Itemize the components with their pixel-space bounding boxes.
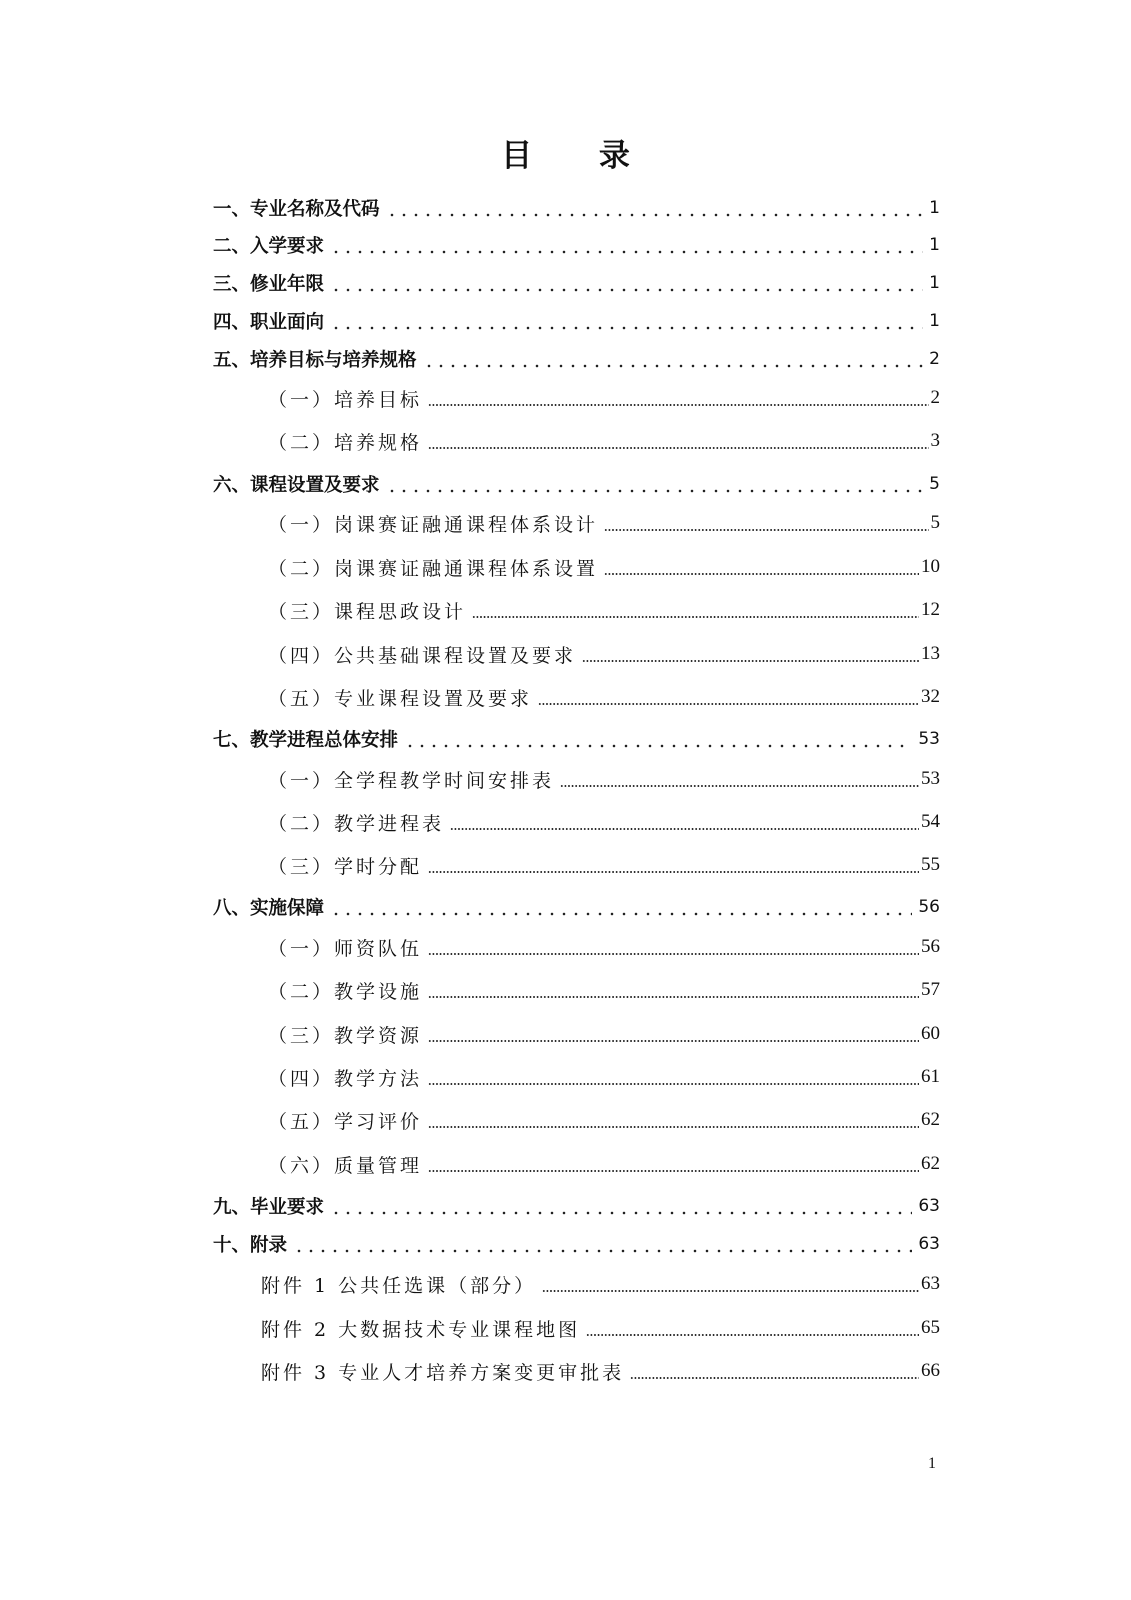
toc-entry[interactable]	[261, 1354, 940, 1388]
toc-entry[interactable]	[268, 593, 940, 627]
page-title: 目 录	[501, 138, 658, 174]
toc-entry[interactable]	[268, 424, 940, 458]
toc-entry-page: 62	[921, 1153, 940, 1174]
toc-entry-label: （四）公共基础课程设置及要求	[268, 644, 577, 667]
toc-entry-page: 56	[918, 897, 940, 917]
toc-entry[interactable]	[268, 1060, 940, 1094]
toc-dot-leader	[428, 1039, 919, 1043]
toc-entry-label: （五）专业课程设置及要求	[268, 687, 533, 710]
toc-entry-label: （三）课程思政设计	[268, 600, 467, 623]
toc-entry[interactable]	[213, 1227, 940, 1261]
toc-entry-page: 56	[921, 936, 940, 957]
toc-dot-leader	[428, 952, 919, 956]
toc-entry[interactable]	[213, 722, 940, 756]
toc-dot-leader	[582, 659, 919, 663]
toc-entry[interactable]	[268, 848, 940, 882]
toc-entry[interactable]	[213, 467, 940, 501]
toc-entry-page: 65	[921, 1317, 940, 1338]
toc-entry[interactable]	[261, 1267, 940, 1301]
toc-entry-page: 53	[918, 729, 940, 749]
toc-entry-label: （一）全学程教学时间安排表	[268, 769, 555, 792]
toc-entry[interactable]	[268, 506, 940, 540]
toc-entry[interactable]	[268, 550, 940, 584]
toc-entry-label: 四、职业面向	[213, 312, 325, 333]
toc-entry-label: 十、附录	[213, 1235, 288, 1256]
toc-entry-page: 63	[918, 1234, 940, 1254]
toc-entry-page: 32	[921, 686, 940, 707]
toc-entry-label: （三）教学资源	[268, 1024, 423, 1047]
toc-dot-leader	[428, 1082, 919, 1086]
toc-entry-page: 63	[921, 1273, 940, 1294]
toc-entry-page: 1	[929, 311, 940, 331]
toc-entry-label: 附件 2 大数据技术专业课程地图	[261, 1318, 581, 1341]
toc-dot-leader	[450, 827, 919, 831]
toc-entry-page: 2	[929, 349, 940, 369]
toc-dot-leader	[330, 250, 923, 254]
toc-entry-label: 一、专业名称及代码	[213, 199, 380, 220]
toc-dot-leader	[604, 528, 928, 532]
toc-entry-page: 12	[921, 599, 940, 620]
toc-entry-page: 1	[929, 198, 940, 218]
toc-entry-label: （二）培养规格	[268, 431, 423, 454]
toc-entry-label: 八、实施保障	[213, 898, 325, 919]
toc-entry-label: 附件 3 专业人才培养方案变更审批表	[261, 1361, 625, 1384]
toc-dot-leader	[428, 1125, 919, 1129]
toc-entry[interactable]	[268, 805, 940, 839]
toc-entry[interactable]	[213, 304, 940, 338]
toc-entry-label: （四）教学方法	[268, 1067, 423, 1090]
toc-entry[interactable]	[268, 973, 940, 1007]
toc-entry[interactable]	[213, 1189, 940, 1223]
toc-dot-leader	[330, 326, 923, 330]
toc-entry-label: 三、修业年限	[213, 274, 325, 295]
toc-entry[interactable]	[268, 680, 940, 714]
toc-entry-page: 2	[930, 387, 940, 408]
toc-entry[interactable]	[268, 381, 940, 415]
toc-dot-leader	[423, 364, 924, 368]
toc-entry-page: 10	[921, 556, 940, 577]
toc-entry[interactable]	[213, 890, 940, 924]
toc-entry-page: 61	[921, 1066, 940, 1087]
toc-entry-label: （二）教学进程表	[268, 812, 445, 835]
toc-dot-leader	[428, 403, 928, 407]
toc-entry[interactable]	[213, 228, 940, 262]
toc-dot-leader	[586, 1333, 919, 1337]
toc-dot-leader	[428, 870, 919, 874]
toc-entry-label: （六）质量管理	[268, 1154, 423, 1177]
toc-entry-page: 3	[930, 430, 940, 451]
toc-entry-page: 5	[929, 474, 940, 494]
toc-entry[interactable]	[268, 1147, 940, 1181]
toc-entry[interactable]	[268, 1103, 940, 1137]
toc-entry-page: 60	[921, 1023, 940, 1044]
toc-dot-leader	[428, 1169, 919, 1173]
toc-dot-leader	[630, 1376, 919, 1380]
toc-entry-page: 63	[918, 1196, 940, 1216]
toc-entry-label: （一）岗课赛证融通课程体系设计	[268, 513, 599, 536]
toc-dot-leader	[604, 572, 919, 576]
toc-dot-leader	[293, 1249, 912, 1253]
toc-entry-label: 二、入学要求	[213, 236, 325, 257]
toc-dot-leader	[542, 1289, 919, 1293]
toc-entry-label: 五、培养目标与培养规格	[213, 350, 417, 371]
toc-entry-label: （一）培养目标	[268, 388, 423, 411]
toc-entry-label: （五）学习评价	[268, 1110, 423, 1133]
toc-entry[interactable]	[268, 1017, 940, 1051]
toc-entry-page: 57	[921, 979, 940, 1000]
toc-dot-leader	[428, 446, 928, 450]
toc-entry[interactable]	[268, 930, 940, 964]
toc-dot-leader	[330, 912, 912, 916]
toc-dot-leader	[428, 995, 919, 999]
toc-dot-leader	[330, 1211, 912, 1215]
toc-entry-label: （三）学时分配	[268, 855, 423, 878]
toc-entry-page: 53	[921, 768, 940, 789]
toc-entry-page: 54	[921, 811, 940, 832]
toc-entry-label: 九、毕业要求	[213, 1197, 325, 1218]
toc-entry-page: 13	[921, 643, 940, 664]
toc-dot-leader	[404, 744, 912, 748]
toc-entry-label: 七、教学进程总体安排	[213, 730, 399, 751]
toc-entry[interactable]	[268, 637, 940, 671]
page-number: 1	[928, 1455, 936, 1472]
toc-entry-page: 62	[921, 1109, 940, 1130]
toc-dot-leader	[386, 213, 924, 217]
toc-dot-leader	[330, 288, 923, 292]
toc-dot-leader	[538, 702, 919, 706]
toc-entry[interactable]	[213, 266, 940, 300]
toc-entry[interactable]	[268, 762, 940, 796]
toc-entry-page: 1	[929, 273, 940, 293]
toc-entry-label: 六、课程设置及要求	[213, 475, 380, 496]
toc-entry-page: 55	[921, 854, 940, 875]
toc-entry-label: （二）教学设施	[268, 980, 423, 1003]
toc-dot-leader	[472, 615, 919, 619]
toc-entry[interactable]	[261, 1311, 940, 1345]
toc-entry[interactable]	[213, 191, 940, 225]
toc-entry-page: 5	[930, 512, 940, 533]
toc-entry-label: （二）岗课赛证融通课程体系设置	[268, 557, 599, 580]
toc-entry-page: 66	[921, 1360, 940, 1381]
toc-entry[interactable]	[213, 342, 940, 376]
toc-dot-leader	[386, 489, 924, 493]
toc-entry-label: （一）师资队伍	[268, 937, 423, 960]
toc-entry-label: 附件 1 公共任选课（部分）	[261, 1274, 537, 1297]
toc-entry-page: 1	[929, 235, 940, 255]
toc-dot-leader	[560, 784, 919, 788]
